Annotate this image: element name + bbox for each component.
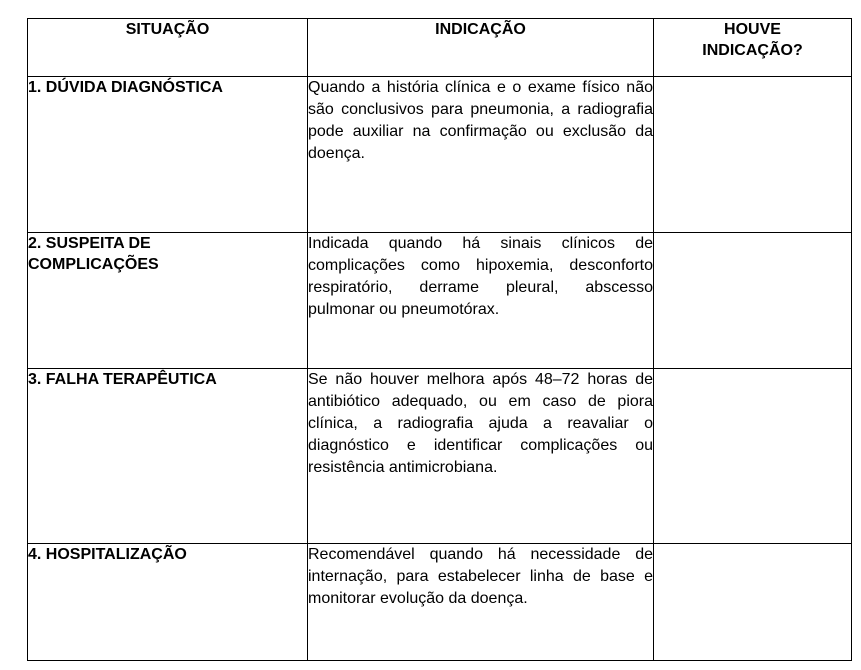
header-had-indication xyxy=(654,19,852,77)
table-row xyxy=(28,369,852,544)
situation-cell: 3. FALHA TERAPÊUTICA xyxy=(28,369,308,544)
situation-cell xyxy=(28,233,308,369)
header-indication: INDICAÇÃO xyxy=(308,19,654,77)
situation-cell: 1. DÚVIDA DIAGNÓSTICA xyxy=(28,77,308,233)
table-header-row xyxy=(28,19,852,77)
header-situation: SITUAÇÃO xyxy=(28,19,308,77)
indication-table xyxy=(27,18,852,661)
had-indication-cell[interactable] xyxy=(654,369,852,544)
had-indication-cell[interactable] xyxy=(654,233,852,369)
situation-label: 2. SUSPEITA DE COMPLICAÇÕES xyxy=(28,235,159,273)
indication-cell: Indicada quando há sinais clínicos de complicações como hipoxemia, desconforto respiratório, derrame pleural, abscesso pulmonar ou pneumotórax. xyxy=(308,233,654,369)
situation-cell: 4. HOSPITALIZAÇÃO xyxy=(28,544,308,661)
indication-cell: Recomendável quando há necessidade de internação, para estabelecer linha de base e monitorar evolução da doença. xyxy=(308,544,654,661)
had-indication-cell[interactable] xyxy=(654,544,852,661)
indication-cell: Quando a história clínica e o exame físico não são conclusivos para pneumonia, a radiografia pode auxiliar na confirmação ou exclusão da doença. xyxy=(308,77,654,233)
indication-cell: Se não houver melhora após 48–72 horas de antibiótico adequado, ou em caso de piora clínica, a radiografia ajuda a reavaliar o diagnóstico e identificar complicações ou resistência antimicrobiana. xyxy=(308,369,654,544)
table-row xyxy=(28,544,852,661)
table-row xyxy=(28,77,852,233)
header-had-indication-label: HOUVE INDICAÇÃO? xyxy=(702,21,803,59)
had-indication-cell[interactable] xyxy=(654,77,852,233)
table-row xyxy=(28,233,852,369)
